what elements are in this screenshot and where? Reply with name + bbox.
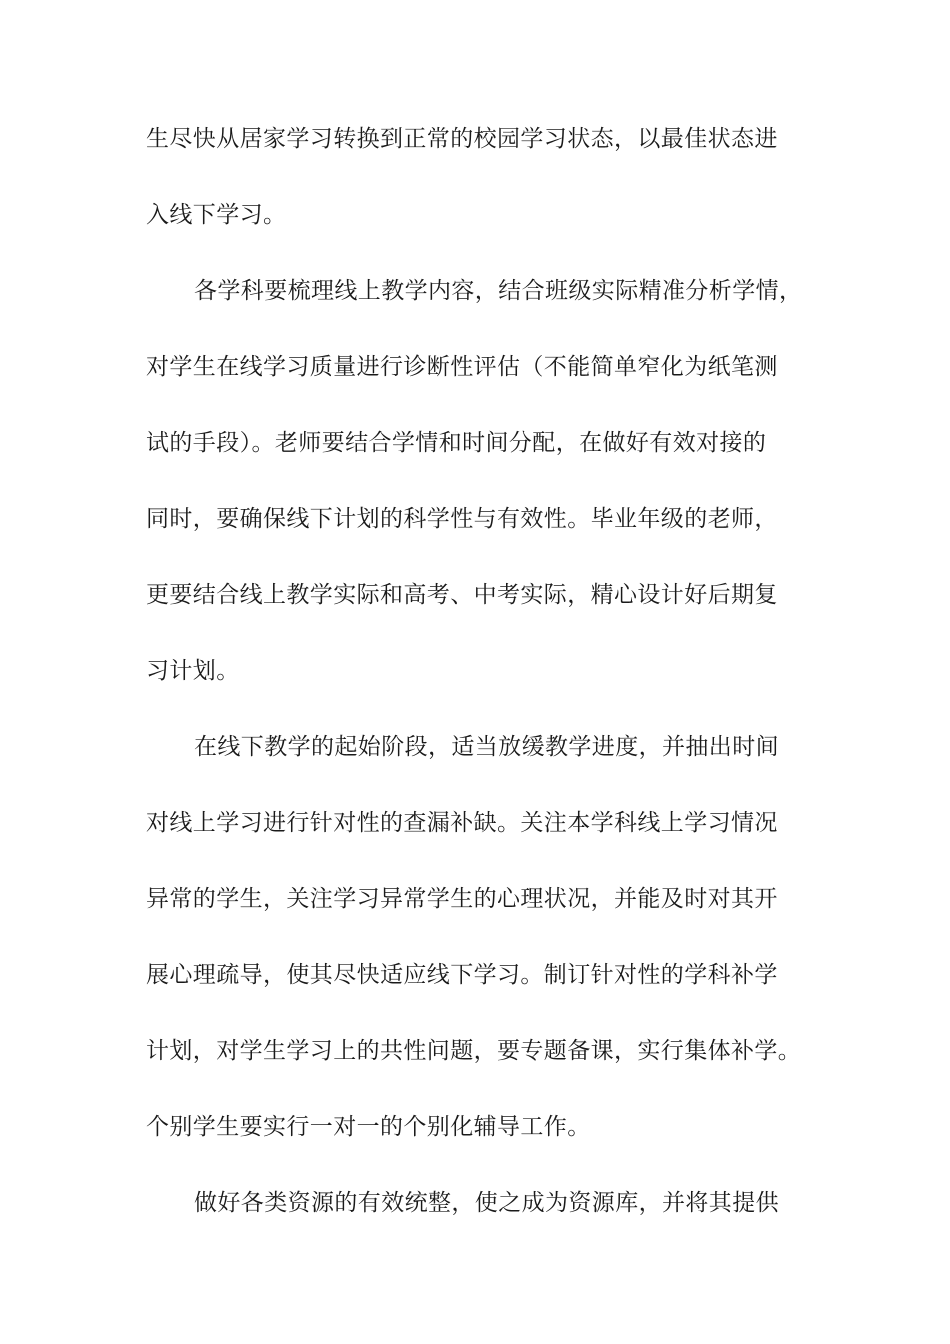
paragraph-start-line: 在线下教学的起始阶段，适当放缓教学进度，并抽出时间 [194,734,779,760]
text-line: 试的手段）。老师要结合学情和时间分配，在做好有效对接的 [146,430,767,456]
text-line: 计划，对学生学习上的共性问题，要专题备课，实行集体补学。 [146,1038,802,1064]
text-line: 入线下学习。 [146,202,287,228]
text-line: 习计划。 [146,658,240,684]
text-line: 更要结合线上教学实际和高考、中考实际，精心设计好后期复 [146,582,778,608]
text-line: 对线上学习进行针对性的查漏补缺。关注本学科线上学习情况 [146,810,778,836]
text-line: 个别学生要实行一对一的个别化辅导工作。 [146,1114,591,1140]
text-line: 对学生在线学习质量进行诊断性评估（不能简单窄化为纸笔测 [146,354,778,380]
paragraph-start-line: 各学科要梳理线上教学内容，结合班级实际精准分析学情， [194,278,803,304]
text-line: 生尽快从居家学习转换到正常的校园学习状态，以最佳状态进 [146,126,778,152]
text-line: 异常的学生，关注学习异常学生的心理状况，并能及时对其开 [146,886,778,912]
paragraph-start-line: 做好各类资源的有效统整，使之成为资源库，并将其提供 [194,1190,779,1216]
text-line: 展心理疏导，使其尽快适应线下学习。制订针对性的学科补学 [146,962,778,988]
text-line: 同时，要确保线下计划的科学性与有效性。毕业年级的老师， [146,506,778,532]
document-body [146,126,806,1266]
